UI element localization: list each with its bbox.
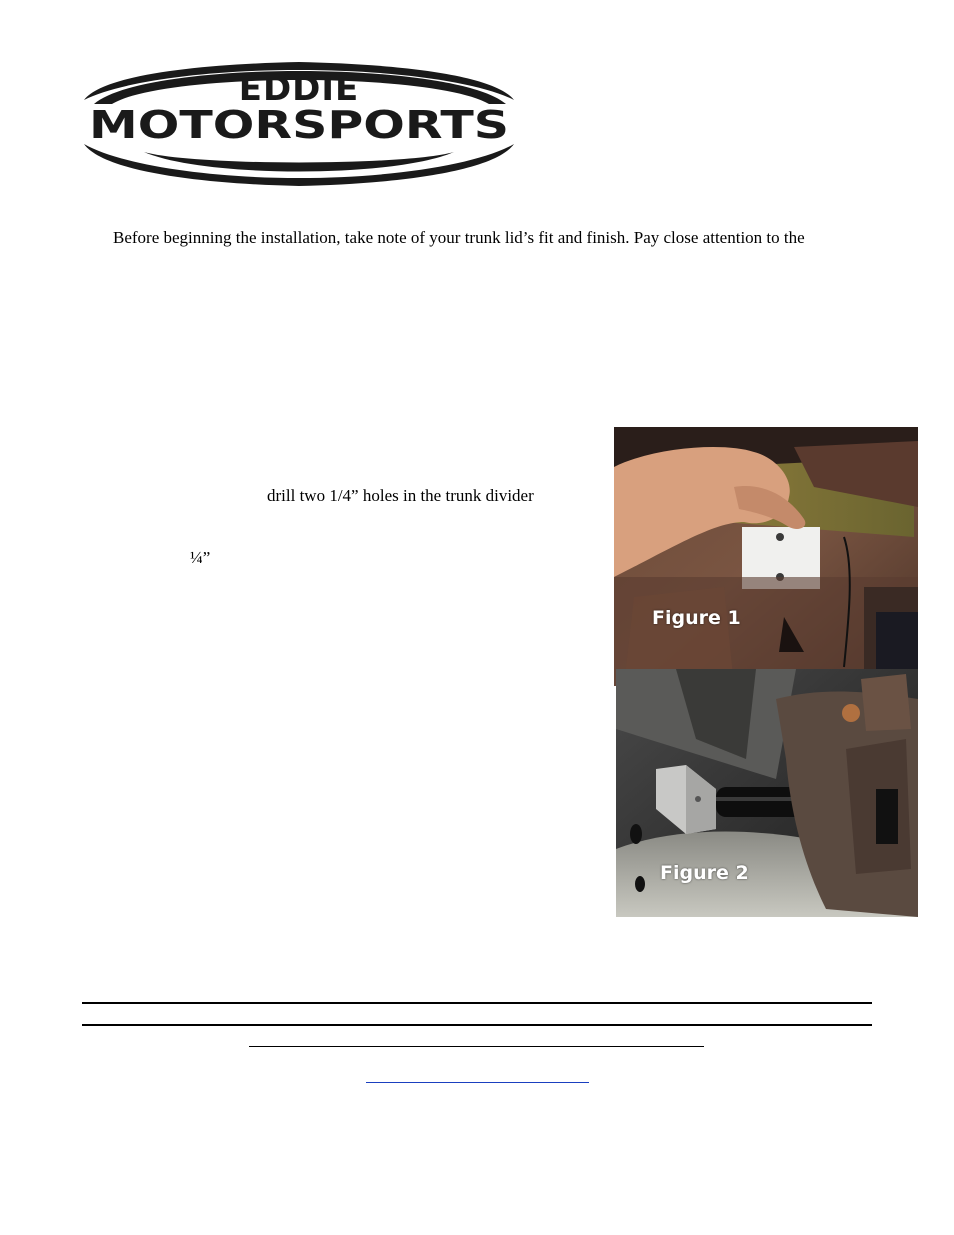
figure-1-photo	[614, 427, 918, 686]
drill-instruction: drill two 1/4” holes in the trunk divider	[267, 486, 534, 505]
figure-1-label: Figure 1	[652, 607, 741, 629]
eddie-motorsports-logo	[84, 60, 514, 188]
fraction-text: ¼”	[190, 548, 211, 567]
intro-paragraph: Before beginning the installation, take note of your trunk lid’s fit and finish. Pay close attention to the	[113, 228, 805, 247]
divider-rule-1	[82, 1002, 872, 1004]
divider-rule-2	[82, 1024, 872, 1026]
underline-rule	[249, 1046, 704, 1047]
logo-line2: MOTORSPORTS	[89, 103, 509, 147]
figure-2-label: Figure 2	[660, 862, 749, 884]
hyperlink-underline[interactable]	[366, 1082, 589, 1083]
logo-line1: EDDIE	[238, 69, 360, 109]
figure-2-photo	[616, 669, 918, 917]
